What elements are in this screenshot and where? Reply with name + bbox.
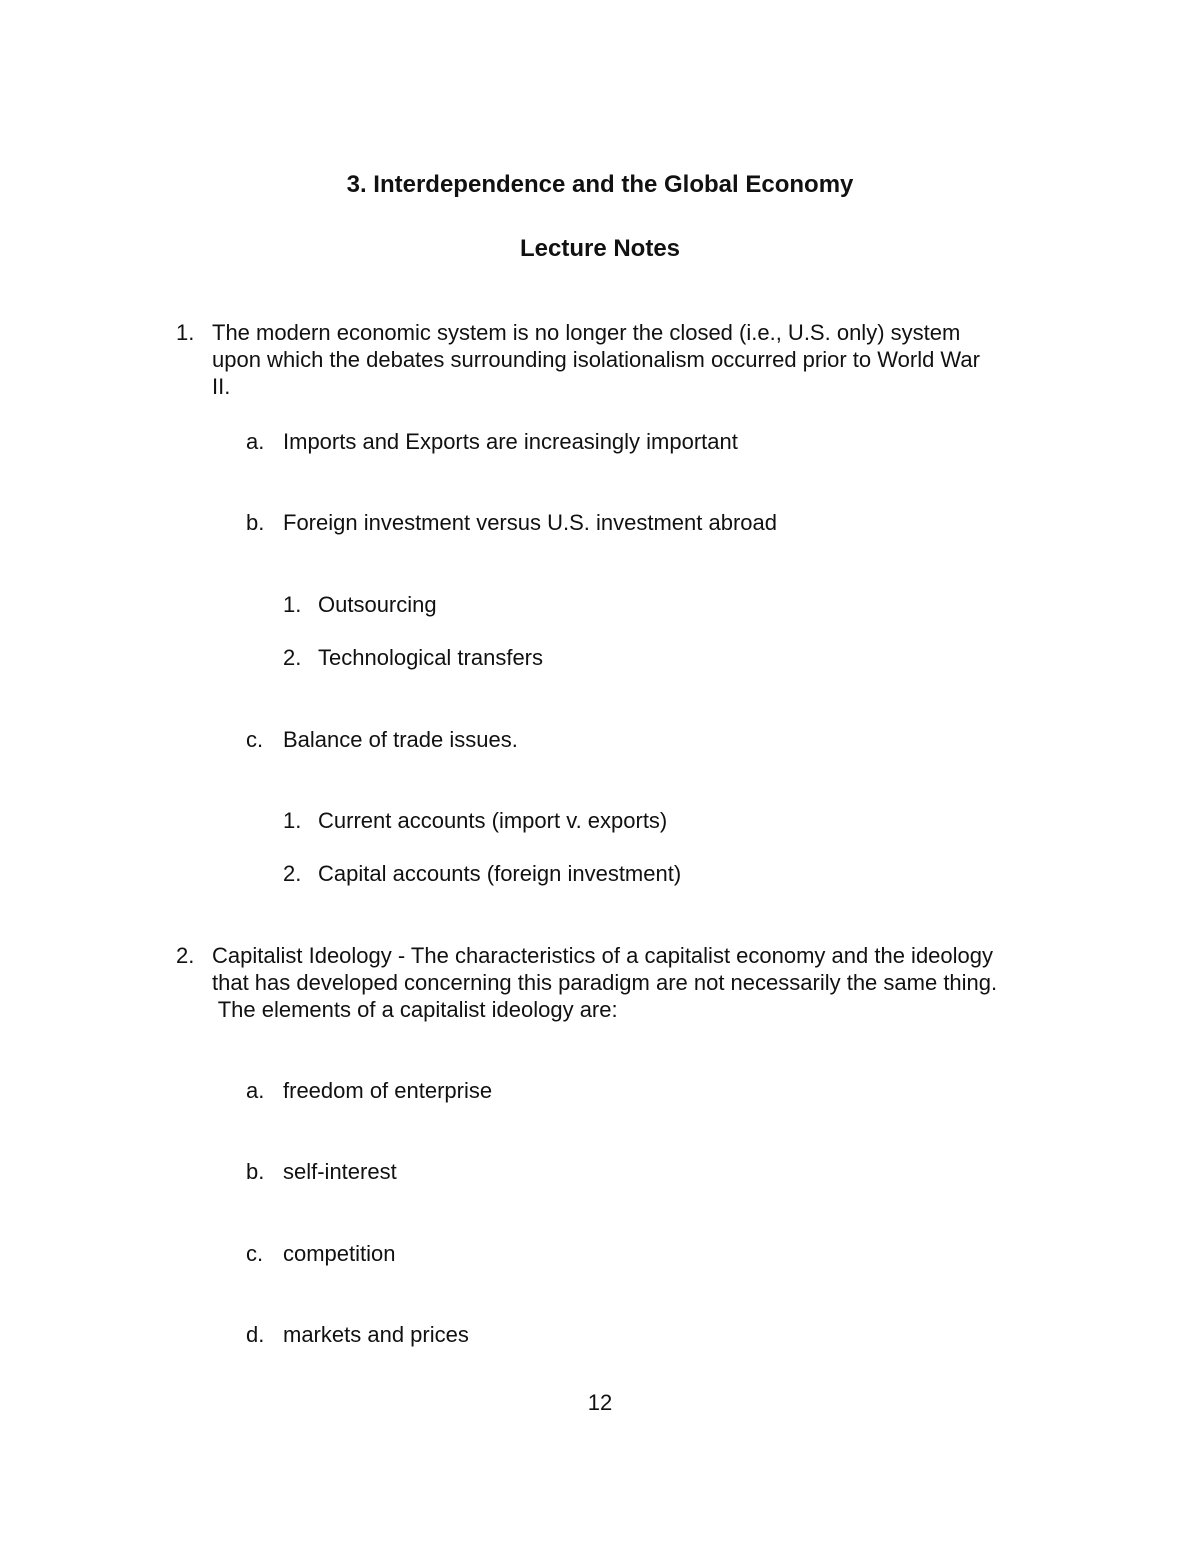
item-1b-text: Foreign investment versus U.S. investment abroad	[283, 510, 778, 535]
item-2b-text: self-interest	[283, 1159, 397, 1184]
item-1-marker: 1.	[176, 320, 195, 345]
item-1c2-text: Capital accounts (foreign investment)	[318, 861, 682, 886]
item-1-line-2: upon which the debates surrounding isolationalism occurred prior to World War	[212, 347, 980, 372]
document-subtitle: Lecture Notes	[519, 235, 681, 262]
item-1b1-text: Outsourcing	[318, 592, 437, 617]
item-1b-marker: b.	[246, 510, 265, 535]
document-title: 3. Interdependence and the Global Economy	[346, 171, 854, 198]
item-1-line-1: The modern economic system is no longer the closed (i.e., U.S. only) system	[212, 320, 961, 345]
item-2b-marker: b.	[246, 1159, 265, 1184]
item-1-line-3: II.	[212, 374, 231, 399]
item-1b2-marker: 2.	[283, 645, 302, 670]
item-1c1-text: Current accounts (import v. exports)	[318, 808, 668, 833]
item-2c-marker: c.	[246, 1241, 264, 1266]
item-2-marker: 2.	[176, 943, 195, 968]
item-2-line-3: The elements of a capitalist ideology are:	[212, 997, 618, 1022]
item-1c-text: Balance of trade issues.	[283, 727, 518, 752]
item-2d-text: markets and prices	[283, 1322, 469, 1347]
item-1c-marker: c.	[246, 727, 264, 752]
item-1b2-text: Technological transfers	[318, 645, 544, 670]
item-2-line-2: that has developed concerning this paradigm are not necessarily the same thing.	[212, 970, 998, 995]
item-2d-marker: d.	[246, 1322, 265, 1347]
item-1a-text: Imports and Exports are increasingly important	[283, 429, 738, 454]
item-1c1-marker: 1.	[283, 808, 302, 833]
item-1b1-marker: 1.	[283, 592, 302, 617]
page-number: 12	[587, 1390, 613, 1415]
item-2a-marker: a.	[246, 1078, 265, 1103]
item-1c2-marker: 2.	[283, 861, 302, 886]
item-2c-text: competition	[283, 1241, 396, 1266]
item-2a-text: freedom of enterprise	[283, 1078, 493, 1103]
item-2-line-1: Capitalist Ideology - The characteristics of a capitalist economy and the ideology	[212, 943, 994, 968]
item-1a-marker: a.	[246, 429, 265, 454]
